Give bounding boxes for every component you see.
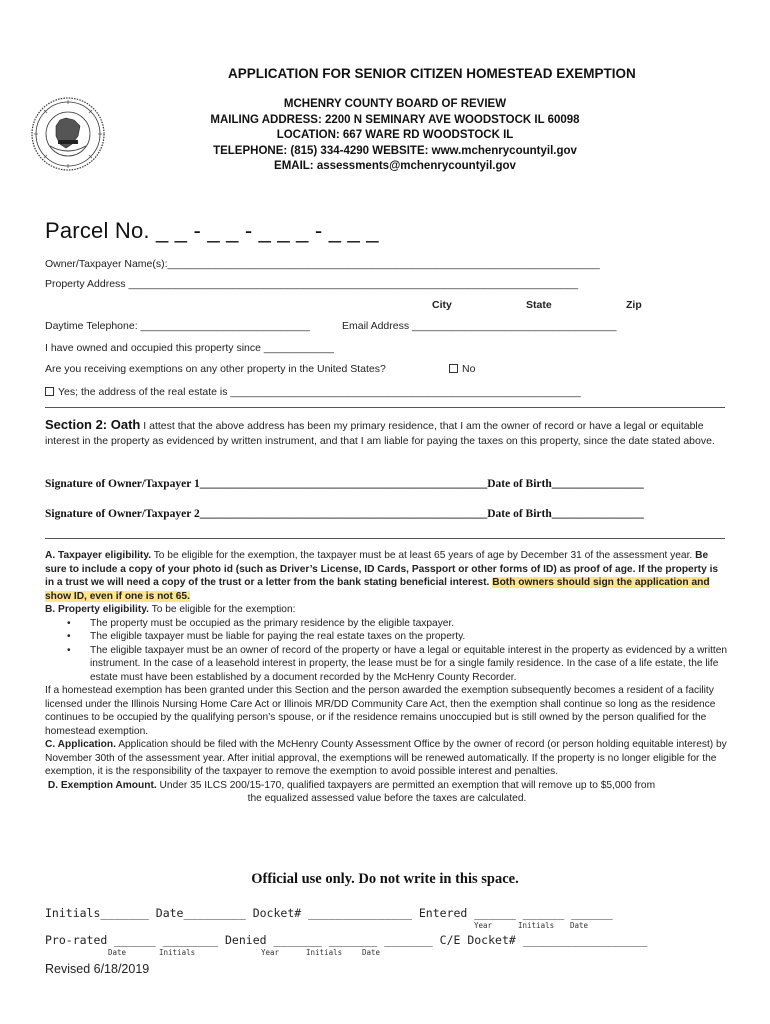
city-label: City: [432, 299, 452, 311]
form-title: APPLICATION FOR SENIOR CITIZEN HOMESTEAD EXEMPTION: [228, 66, 636, 81]
property-address-field[interactable]: Property Address _____________________________________________________________________________: [45, 278, 579, 290]
photo-id-requirement: Be sure to include a copy of your photo id (such as Driver’s License, ID Cards, Passport or other forms of ID) as proof of age. If the property is in a trust we will need a copy of the trust or a letter from the bank stating beneficial interest.: [45, 550, 719, 588]
no-option[interactable]: [449, 363, 475, 375]
other-exemptions-question: Are you receiving exemptions on any other property in the United States?: [45, 363, 386, 375]
both-owners-highlight: Both owners should sign the application and show ID, even if one is not 65.: [45, 577, 710, 602]
official-use-heading: Official use only. Do not write in this space.: [251, 871, 519, 887]
official-row-initials: Initials_______ Date_________ Docket# _______________ Entered ______ ______ ______: [45, 906, 613, 920]
yes-address-field[interactable]: Yes; the address of the real estate is ____________________________________________________________: [58, 386, 581, 398]
signature-owner-2-field[interactable]: Signature of Owner/Taxpayer 2__________________________________________________Date of Birth________________: [45, 508, 644, 520]
location-address: LOCATION: 667 WARE RD WOODSTOCK IL: [276, 129, 514, 142]
official-row-prorated: Pro-rated ______ ________ Denied _______ _______ _______ C/E Docket# __________________: [45, 933, 648, 947]
taxpayer-eligibility-text: To be eligible for the exemption, the taxpayer must be at least 65 years of age by December 31 of the assessment year.: [153, 550, 693, 561]
state-label: State: [526, 299, 552, 311]
email-address-field[interactable]: Email Address ___________________________________: [342, 320, 617, 332]
owned-since-field[interactable]: I have owned and occupied this property since ____________: [45, 342, 334, 354]
sub-label-date: Date: [362, 948, 381, 957]
eligibility-section: [45, 549, 729, 806]
yes-checkbox[interactable]: [45, 387, 54, 396]
no-checkbox[interactable]: [449, 364, 458, 373]
oath-section: [45, 417, 725, 449]
zip-label: Zip: [626, 299, 642, 311]
county-seal-logo: [30, 96, 106, 172]
exemption-amount-paragraph: [45, 779, 729, 793]
daytime-telephone-field[interactable]: Daytime Telephone: _____________________________: [45, 320, 310, 332]
sub-label-initials: Initials: [306, 948, 343, 957]
no-label: No: [462, 363, 476, 375]
signature-owner-1-field[interactable]: Signature of Owner/Taxpayer 1__________________________________________________Date of Birth________________: [45, 478, 644, 490]
application-paragraph: [45, 738, 729, 779]
mailing-address: MAILING ADDRESS: 2200 N SEMINARY AVE WOODSTOCK IL 60098: [210, 113, 580, 126]
taxpayer-eligibility-paragraph: [45, 549, 729, 603]
sub-label-date: Date: [108, 948, 127, 957]
sub-label-year: Year: [261, 948, 280, 957]
sub-label-year: Year: [474, 921, 493, 930]
section-divider: [45, 407, 725, 408]
application-heading: C. Application.: [45, 739, 116, 750]
office-contact-block: [205, 97, 585, 175]
yes-option[interactable]: [45, 386, 581, 398]
telephone-website: TELEPHONE: (815) 334-4290 WEBSITE: www.mchenrycountyil.gov: [213, 144, 577, 157]
email-contact: EMAIL: assessments@mchenrycountyil.gov: [274, 160, 516, 173]
section-divider: [45, 538, 725, 539]
sub-label-initials: Initials: [518, 921, 555, 930]
facility-paragraph: If a homestead exemption has been granted under this Section and the person awarded the exemption subsequently becomes a resident of a facility licensed under the Illinois Nursing Home Care Act or Illinois MR/DD Community Care Act, then the exemption shall continue so long as the residence continues to be occupied by the qualifying person’s spouse, or if the residence remains unoccupied but is still owned by the person qualified for the homestead exemption.: [45, 685, 716, 737]
sub-label-date: Date: [570, 921, 589, 930]
exemption-amount-continuation: the equalized assessed value before the taxes are calculated.: [247, 793, 527, 804]
application-text: Application should be filed with the McHenry County Assessment Office by the owner of record (or person holding equitable interest) by November 30th of the assessment year. After initial approval, the exemptions will be renewed automatically. If the property is no longer eligible for the exemption, it is the responsibility of the taxpayer to remove the exemption to avoid possible interest and penalties.: [45, 739, 727, 777]
property-eligibility-paragraph: [45, 603, 729, 617]
exemption-amount-text: Under 35 ILCS 200/15-170, qualified taxpayers are permitted an exemption that will remove up to $5,000 from: [159, 779, 656, 791]
office-name: MCHENRY COUNTY BOARD OF REVIEW: [283, 98, 507, 110]
revision-date: Revised 6/18/2019: [45, 962, 150, 976]
list-item: • The property must be occupied as the primary residence by the eligible taxpayer.: [67, 617, 455, 629]
property-eligibility-text: To be eligible for the exemption:: [151, 604, 296, 615]
eligibility-bullet-list: [45, 617, 729, 685]
list-item: • The eligible taxpayer must be liable for paying the real estate taxes on the property.: [67, 631, 466, 642]
taxpayer-eligibility-heading: A. Taxpayer eligibility.: [45, 550, 152, 561]
owner-name-field[interactable]: Owner/Taxpayer Name(s):__________________________________________________________________________: [45, 258, 600, 270]
oath-text: I attest that the above address has been my primary residence, that I am the owner of record or have a legal or equitable interest in the property as evidenced by written instrument, and that I am liable for paying the taxes on this property, since the date stated above.: [45, 420, 715, 447]
parcel-number-field[interactable]: Parcel No. _ _ - _ _ - _ _ _ - _ _ _: [45, 218, 379, 243]
sub-label-initials: Initials: [159, 948, 196, 957]
property-eligibility-heading: B. Property eligibility.: [45, 604, 149, 615]
exemption-amount-heading: D. Exemption Amount.: [47, 779, 157, 791]
list-item: • The eligible taxpayer must be an owner of record of the property or have a legal or equitable interest in the property as evidenced by a written instrument. In the case of a leasehold interest in property, the lease must be for a single family residence. In the case of a life estate, the life estate must have been established by a document recorded by the McHenry County Recorder.: [67, 644, 728, 683]
oath-heading: Section 2: Oath: [45, 417, 141, 432]
